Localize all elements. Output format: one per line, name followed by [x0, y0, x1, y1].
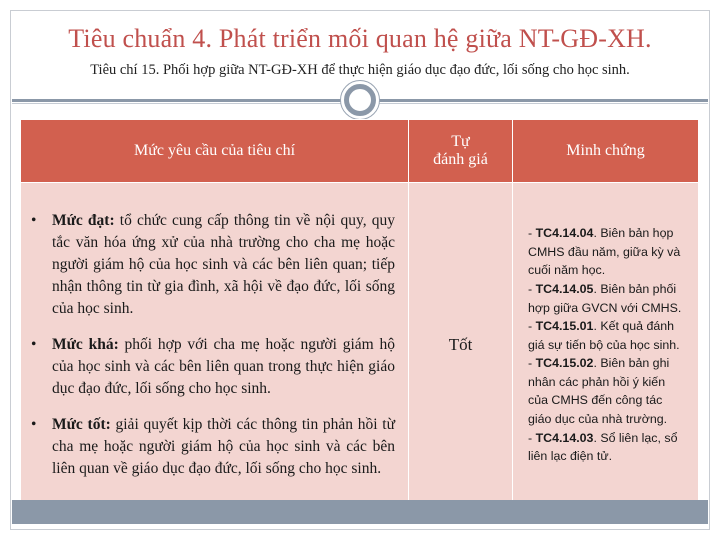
evidence-text: . Biên bản họp CMHS đầu năm, giữa kỳ và cuối năm học. [528, 226, 681, 278]
level-text: phối hợp với cha mẹ hoặc người giám hộ của học sinh và các bên liên quan trong thực hiện giáo dục đạo đức, lối sống cho học sinh. [52, 336, 396, 397]
level-label: Mức tốt: [52, 416, 111, 433]
divider-ring-inner [344, 84, 376, 116]
level-label: Mức khá: [52, 336, 119, 353]
evidence-item [528, 226, 680, 277]
evidence-list [514, 224, 697, 466]
evidence-prefix: - [528, 356, 536, 371]
footer-bar [12, 500, 708, 524]
evidence-prefix: - [528, 226, 536, 241]
level-text: giải quyết kịp thời các thông tin phản hồi từ cha mẹ hoặc người giám hộ của học sinh và các bên liên quan về giáo dục đạo đức, lối sống cho học sinh. [52, 416, 396, 477]
evidence-code: TC4.15.02 [535, 356, 594, 371]
evidence-item [528, 431, 677, 464]
evidence-item [528, 356, 669, 426]
table-row [21, 183, 699, 508]
evidence-prefix: - [528, 430, 536, 445]
self-rating-cell: Tốt [409, 183, 513, 508]
evidence-code: TC4.15.01 [535, 319, 594, 334]
requirement-cell [21, 183, 409, 508]
level-item-kha [52, 334, 395, 400]
evidence-code: TC4.14.04 [535, 226, 594, 241]
level-item-dat [52, 210, 395, 320]
evidence-cell [513, 183, 699, 508]
table-header-row [21, 120, 699, 183]
header-evidence: Minh chứng [513, 120, 699, 183]
evidence-text: . Biên bản ghi nhân các phản hồi ý kiến của CMHS đến công tác giáo dục của nhà trường. [528, 356, 670, 427]
header-requirement: Mức yêu cầu của tiêu chí [21, 120, 409, 183]
slide-title: Tiêu chuẩn 4. Phát triển mối quan hệ giữa NT-GĐ-XH. [68, 24, 652, 53]
evidence-code: TC4.14.05 [535, 281, 594, 296]
evidence-text: . Kết quả đánh giá sự tiến bộ của học sinh. [528, 319, 680, 352]
evidence-prefix: - [528, 319, 536, 334]
criteria-table [20, 119, 699, 508]
evidence-item [528, 319, 680, 352]
slide-subtitle: Tiêu chí 15. Phối hợp giữa NT-GĐ-XH để thực hiện giáo dục đạo đức, lối sống cho học sinh. [90, 62, 630, 78]
evidence-prefix: - [528, 281, 536, 296]
level-label: Mức đạt: [52, 212, 115, 229]
evidence-text: . Sổ liên lạc, sổ liên lạc điện tử. [528, 430, 678, 464]
evidence-code: TC4.14.03 [535, 430, 594, 445]
evidence-text: . Biên bản phối hợp giữa GVCN với CMHS. [528, 281, 682, 315]
header-self-rating-line2: đánh giá [433, 151, 488, 168]
header-self-rating-line1: Tự [451, 133, 470, 150]
level-item-tot [52, 414, 395, 480]
header-self-rating [409, 120, 513, 183]
level-list [22, 210, 407, 480]
evidence-item [528, 282, 681, 315]
level-text: tổ chức cung cấp thông tin về nội quy, quy tắc văn hóa ứng xử của nhà trường cho cha mẹ hoặc người giám hộ của học sinh và các bên liên quan; tiếp nhận thông tin từ gia đình, xã hội về đạo đức, lối sống của học sinh. [52, 212, 395, 317]
